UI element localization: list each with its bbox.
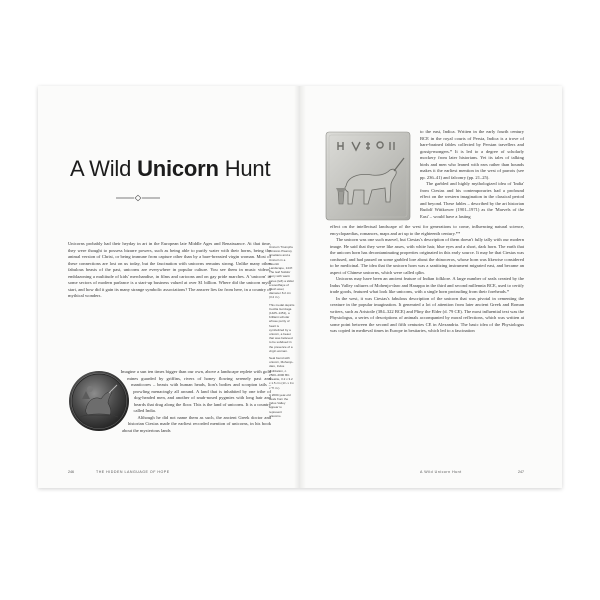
left-lower-text [68, 369, 271, 435]
caption-paragraph: Unicorn Triumphs (Antonio Pisano), Ameliano and a Unicorn in a Moonlit Landscape, 1447. The leaf Solidor story with warm tones (left) a slider a woodhaye of blush weel, diameter 8.2 cm (3.2 in.). [269, 245, 295, 300]
indus-seal-image [324, 130, 412, 222]
caption-paragraph: Seal found with unicorn, Mohenjo-daro, Indus civilization, c. 2500–2000 BC. Steatite, 3.2 x 3.2 x 1.5 cm (1¼ x 1¼ x ⅘ in.). [269, 356, 295, 390]
body-paragraph: to the east, Indica. Written in the early fourth century BCE in the royal courts of Persia, Indica is a trove of hare-brained fables collected by Persian travellers and gossip-mongers.* It is led to a degree of scholarly mockery from later historians. Yet its tales of talking birds and men who leaned with ears rather than hounds makes it the earliest mention in the west of parrots (see pp. 236–41) and falconry (pp. 21–25). [420, 129, 524, 180]
right-top-text [420, 129, 524, 220]
medallion-image [68, 369, 130, 433]
book-spread [38, 86, 562, 488]
body-paragraph: effect on the intellectual landscape of the west for generations to come, influencing natural science, encyclopaedias, romances, maps and art up to the eighteenth century.** [330, 224, 524, 236]
caption-paragraph: A 2000-year-old seals from the Indus Valley appear to represent unicorns. [269, 392, 291, 418]
body-paragraph: Although he did not name them as such, the ancient Greek doctor and historian Ctesias made the earliest recorded mention of unicorns, in his book about the mysterious lands [121, 414, 271, 433]
body-paragraph: The unicorn was one such marvel, but Ctesias's description of them doesn't fully tally with our modern image. He said that they were like asses, with white hair, blue eyes and a short, dark horn. The earth that the unicorn horn has decontaminating properties originated in this early source. It may be that Ctesias was confused, and had passed on some garbled lore about the rhinoceros, whose horn was likewise considered to be medicinal. The idea that the unicorn horn was a sanitizing instrument migrated east, and became an aspect of Chinese unicorns, which were called qilin. [330, 237, 524, 275]
body-paragraph: In the west, it was Ctesias's fabulous description of the unicorn that was pivotal in cementing the creature in the popular imagination. It generated a lot of attention from later ancient Greek and Roman writers, such as Aristotle (384–322 BCE) and Pliny the Elder (d. 79 CE). The most influential text was the Physiologus, a series of descriptions of animals accompanied by moral reflections, which was written at some point between the second and fifth centuries CE in Alexandria. The basic idea of the Physiologus was copied in medieval times in Europe in bestiaries, which led to a fascination [330, 295, 524, 333]
caption-paragraph: This medal depicts Cecilia Gonzaga (1425–1451), a brilliant scholar whose purity of heart is symbolized by a unicorn, a beast that was believed to be subdued in the presence of a virgin woman. [269, 302, 295, 353]
body-paragraph: The garbled and highly mythologized idea of 'India' from Ctesias and his contemporaries had a profound effect on the western imagination in the classical period and beyond. These fables – described by the art historian Rudolf Wittkower (1901–1971) as the 'Marvels of the East' – would have a lasting [420, 181, 524, 219]
title-ornament-icon [116, 194, 160, 202]
right-body-text [330, 224, 524, 335]
body-paragraph: Unicorns probably had their heyday in art in the European late Middle Ages and Renaissance. At that time, they were thought to possess bizarre powers, such as being able to purify water with their horns, being the animal version of Christ, or being immune from capture other than by a bare-breasted virgin woman. Most of these connections are lost on us today, but the fascination with unicorns remains strong. Unlike many other fabulous beasts of the past, unicorns are everywhere in popular culture. You see them in music videos, emblazoning a multitude of kids' merchandise, in films and cartoons and on gay pride marches. A 'unicorn' in some sectors of modern parlance is a start-up business valued at over $1 billion. Where did the unicorn myth start, and how did it gain its many strange symbolic associations? The answer lies far from here, in a country of mythical wonders. [68, 241, 271, 298]
image-caption [269, 245, 295, 421]
running-footer-right: A Wild Unicorn Hunt [420, 470, 462, 474]
title-emphasis: Unicorn [137, 156, 219, 181]
right-page [300, 86, 562, 488]
title-part-2: Hunt [218, 156, 271, 181]
body-paragraph: Imagine a sun ten times bigger than our own, above a landscape replete with gold mines guarded by griffins, rivers of honey flowing serenely past and manticores – beasts with human heads, lion's bodies and scorpion tails – prowling menacingly all around. A land that is inhabited by one tribe of dog-headed men, and another of snub-nosed pygmies with long hair and beards that drag along the floor. This is the land of unicorns. It is a country called India. [120, 369, 271, 413]
left-body-text [68, 241, 271, 300]
page-number-left: 246 [68, 470, 74, 474]
body-paragraph: Unicorns may have been an ancient feature of Indian folklore. A large number of seals created by the Indus Valley cultures of Mohenjo-daro and Harappa in the third and second millennia BCE, used to certify trade goods, featured what look like unicorns, with a single horn protruding from their foreheads.* [330, 276, 524, 294]
left-page [38, 86, 300, 488]
page-number-right: 247 [518, 470, 524, 474]
title-part-1: A Wild [70, 156, 138, 181]
running-footer-left: THE HIDDEN LANGUAGE OF HOPE [96, 470, 170, 474]
chapter-title [70, 156, 270, 182]
